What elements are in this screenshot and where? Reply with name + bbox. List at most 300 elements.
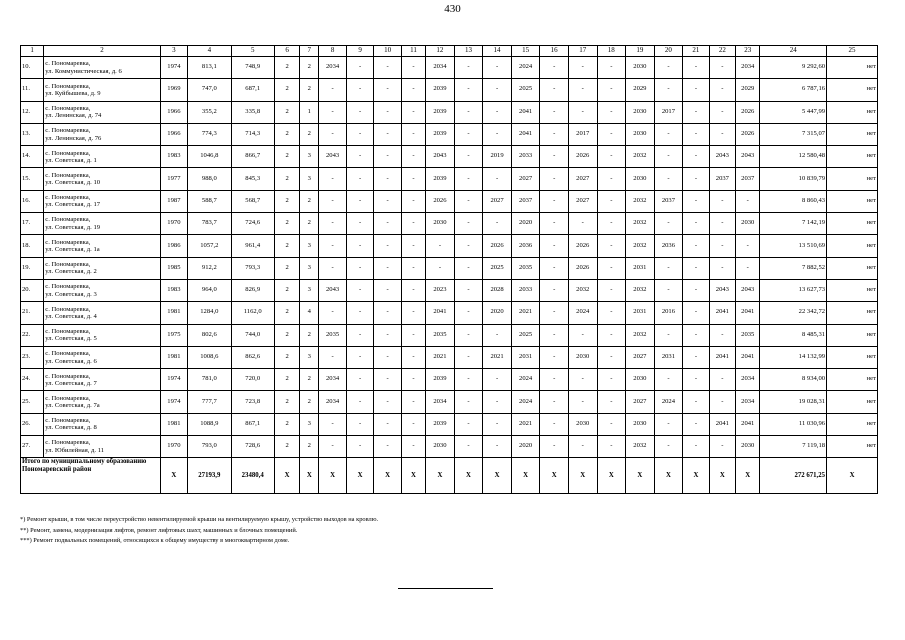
table-cell: - [346, 235, 374, 257]
row-number: 14. [21, 146, 44, 168]
table-cell: 3 [300, 346, 319, 368]
table-cell: 1985 [160, 257, 188, 279]
table-cell: 2036 [511, 235, 540, 257]
table-cell: - [683, 57, 709, 79]
address-line-settlement: с. Пономаревка, [45, 194, 91, 202]
table-cell: - [597, 79, 626, 101]
table-cell: 2034 [736, 57, 760, 79]
table-cell: - [597, 57, 626, 79]
address-cell [44, 413, 160, 435]
total-cell: 23480,4 [231, 458, 274, 494]
table-cell: 1969 [160, 79, 188, 101]
table-cell: 2 [274, 257, 299, 279]
table-cell: нет [827, 168, 878, 190]
table-cell: - [597, 213, 626, 235]
address-line-street: ул. Ленинская, д. 74 [45, 112, 102, 120]
table-row [21, 101, 878, 123]
table-cell: 2 [274, 413, 299, 435]
table-cell: 2032 [626, 235, 655, 257]
table-cell: 744,0 [231, 324, 274, 346]
table-cell: - [709, 436, 735, 458]
table-cell: - [454, 279, 483, 301]
table-cell: - [374, 257, 402, 279]
table-cell: 2 [274, 146, 299, 168]
table-cell: - [401, 123, 425, 145]
table-cell: - [401, 190, 425, 212]
table-cell: 813,1 [188, 57, 231, 79]
row-number: 21. [21, 302, 44, 324]
table-cell: 728,6 [231, 436, 274, 458]
table-cell: - [319, 346, 347, 368]
table-cell: 2028 [483, 279, 512, 301]
table-cell: 1008,6 [188, 346, 231, 368]
table-cell: - [483, 123, 512, 145]
table-cell: 7 119,18 [760, 436, 827, 458]
table-cell: 777,7 [188, 391, 231, 413]
table-cell: 2 [274, 391, 299, 413]
row-number: 12. [21, 101, 44, 123]
address-line-street: ул. Советская, д. 1а [45, 246, 100, 254]
table-cell: 783,7 [188, 213, 231, 235]
table-cell: 2032 [626, 190, 655, 212]
table-cell: 10 839,79 [760, 168, 827, 190]
table-cell: 22 342,72 [760, 302, 827, 324]
table-cell: 335,8 [231, 101, 274, 123]
table-cell: - [454, 123, 483, 145]
table-row [21, 324, 878, 346]
table-cell: - [568, 391, 597, 413]
table-cell: - [401, 302, 425, 324]
address-line-settlement: с. Пономаревка, [45, 417, 91, 425]
table-cell: - [346, 168, 374, 190]
table-cell: 2025 [483, 257, 512, 279]
address-cell [44, 369, 160, 391]
table-cell: 2025 [511, 79, 540, 101]
table-cell: 2026 [426, 190, 455, 212]
address-line-street: ул. Советская, д. 10 [45, 179, 101, 187]
total-cell: X [568, 458, 597, 494]
address-cell [44, 235, 160, 257]
table-cell: - [346, 101, 374, 123]
table-row [21, 168, 878, 190]
total-cell: X [511, 458, 540, 494]
table-cell: 2037 [736, 168, 760, 190]
table-cell: - [401, 279, 425, 301]
table-row [21, 123, 878, 145]
address-line-street: ул. Советская, д. 1 [45, 156, 97, 164]
table-cell: - [654, 436, 683, 458]
table-cell: - [597, 324, 626, 346]
table-cell: 1983 [160, 279, 188, 301]
table-cell: - [401, 324, 425, 346]
table-cell: - [654, 369, 683, 391]
table-cell: 2 [300, 190, 319, 212]
table-cell: - [346, 279, 374, 301]
table-cell: 988,0 [188, 168, 231, 190]
column-number: 19 [626, 46, 655, 57]
column-number: 4 [188, 46, 231, 57]
table-cell: - [683, 168, 709, 190]
table-cell: - [709, 79, 735, 101]
table-cell: 862,6 [231, 346, 274, 368]
table-cell: 845,3 [231, 168, 274, 190]
table-cell: 2026 [568, 257, 597, 279]
table-cell: 961,4 [231, 235, 274, 257]
table-cell: - [401, 79, 425, 101]
table-cell: 2024 [511, 57, 540, 79]
table-cell: 1088,9 [188, 413, 231, 435]
table-cell: - [319, 257, 347, 279]
row-number: 16. [21, 190, 44, 212]
table-cell: 2 [300, 436, 319, 458]
table-cell: - [319, 413, 347, 435]
table-cell: 2039 [426, 369, 455, 391]
table-cell: нет [827, 346, 878, 368]
table-cell: - [597, 101, 626, 123]
table-cell: нет [827, 436, 878, 458]
table-cell: 2037 [654, 190, 683, 212]
total-cell: X [827, 458, 878, 494]
column-number: 24 [760, 46, 827, 57]
column-number: 14 [483, 46, 512, 57]
table-cell: 1057,2 [188, 235, 231, 257]
page-number: 430 [444, 3, 461, 15]
table-cell: 2026 [568, 146, 597, 168]
table-cell: - [483, 436, 512, 458]
footnote-elevators: **) Ремонт, замена, модернизация лифтов, ремонт лифтовых шахт, машинных и блочных помещений. [20, 526, 298, 534]
table-cell: - [454, 101, 483, 123]
table-cell: 2 [300, 369, 319, 391]
table-cell: 14 132,99 [760, 346, 827, 368]
table-cell: 2 [274, 369, 299, 391]
table-cell: - [683, 213, 709, 235]
table-cell: 2039 [426, 123, 455, 145]
table-cell: - [374, 324, 402, 346]
column-number: 12 [426, 46, 455, 57]
table-cell: 2034 [736, 391, 760, 413]
address-cell [44, 213, 160, 235]
row-number: 18. [21, 235, 44, 257]
table-cell: 2035 [319, 324, 347, 346]
table-cell: - [709, 257, 735, 279]
table-cell: 588,7 [188, 190, 231, 212]
table-cell: 1981 [160, 302, 188, 324]
table-cell: 2029 [626, 79, 655, 101]
table-cell: - [454, 391, 483, 413]
table-cell: - [319, 235, 347, 257]
table-cell: - [426, 235, 455, 257]
table-cell: - [346, 79, 374, 101]
table-cell: - [454, 168, 483, 190]
column-number: 18 [597, 46, 626, 57]
total-cell: X [654, 458, 683, 494]
table-cell: - [454, 413, 483, 435]
table-cell: 1 [300, 101, 319, 123]
table-cell: 4 [300, 302, 319, 324]
table-cell: 781,0 [188, 369, 231, 391]
table-cell: - [597, 302, 626, 324]
table-cell: - [540, 146, 569, 168]
table-cell: 1162,0 [231, 302, 274, 324]
table-cell: - [540, 369, 569, 391]
table-cell: - [540, 57, 569, 79]
table-cell: 2027 [511, 168, 540, 190]
table-cell: - [683, 413, 709, 435]
total-cell: 272 671,25 [760, 458, 827, 494]
table-cell: 2035 [426, 324, 455, 346]
table-cell: - [319, 79, 347, 101]
table-cell: - [346, 190, 374, 212]
table-cell: - [483, 57, 512, 79]
table-cell: 2036 [654, 235, 683, 257]
table-cell: - [401, 436, 425, 458]
table-cell: - [374, 146, 402, 168]
column-number: 1 [21, 46, 44, 57]
table-cell: - [683, 302, 709, 324]
table-cell: - [454, 190, 483, 212]
table-cell: 6 787,16 [760, 79, 827, 101]
column-number-row [21, 46, 878, 57]
table-cell: 2027 [626, 391, 655, 413]
table-cell: нет [827, 57, 878, 79]
table-cell: - [401, 235, 425, 257]
table-cell: 2 [274, 346, 299, 368]
table-cell: - [346, 146, 374, 168]
table-cell: нет [827, 235, 878, 257]
table-cell: - [401, 101, 425, 123]
address-line-street: ул. Юбилейная, д. 11 [45, 446, 105, 454]
table-cell: 2039 [426, 101, 455, 123]
table-row [21, 213, 878, 235]
table-cell: 1981 [160, 346, 188, 368]
table-cell: 2030 [626, 57, 655, 79]
address-cell [44, 57, 160, 79]
table-cell: 714,3 [231, 123, 274, 145]
column-number: 3 [160, 46, 188, 57]
table-cell: нет [827, 146, 878, 168]
table-cell: 2027 [568, 168, 597, 190]
table-cell: 2 [274, 190, 299, 212]
table-cell: 2 [274, 57, 299, 79]
table-cell: - [709, 213, 735, 235]
total-cell: X [540, 458, 569, 494]
table-cell: - [597, 279, 626, 301]
footnote-separator [398, 588, 493, 589]
table-cell: - [654, 57, 683, 79]
table-row [21, 346, 878, 368]
table-row [21, 413, 878, 435]
row-number: 24. [21, 369, 44, 391]
table-cell: - [319, 168, 347, 190]
table-cell: - [346, 257, 374, 279]
table-cell: 2 [274, 436, 299, 458]
table-cell: 912,2 [188, 257, 231, 279]
table-cell: 1974 [160, 391, 188, 413]
table-cell: 2034 [426, 57, 455, 79]
table-cell: нет [827, 190, 878, 212]
row-number: 26. [21, 413, 44, 435]
address-cell [44, 168, 160, 190]
table-cell: - [454, 57, 483, 79]
address-cell [44, 123, 160, 145]
table-cell: - [654, 79, 683, 101]
table-cell: - [454, 369, 483, 391]
table-cell: 1983 [160, 146, 188, 168]
table-cell: 2030 [626, 413, 655, 435]
table-cell: - [374, 190, 402, 212]
table-cell: 19 028,31 [760, 391, 827, 413]
table-cell: 2034 [736, 369, 760, 391]
footnote-basement: ***) Ремонт подвальных помещений, относящихся к общему имуществу в многоквартирном доме. [20, 537, 290, 544]
address-cell [44, 346, 160, 368]
table-cell: 2043 [736, 146, 760, 168]
table-cell: 2034 [319, 391, 347, 413]
table-cell: - [597, 190, 626, 212]
table-cell: - [683, 436, 709, 458]
table-cell: 2032 [626, 213, 655, 235]
table-cell: - [483, 369, 512, 391]
table-cell: 2030 [626, 123, 655, 145]
table-cell: - [540, 190, 569, 212]
table-cell: 826,9 [231, 279, 274, 301]
table-cell: - [346, 123, 374, 145]
table-cell: - [683, 235, 709, 257]
table-cell: 2021 [426, 346, 455, 368]
table-cell: - [654, 257, 683, 279]
table-cell: - [568, 324, 597, 346]
table-cell: - [319, 302, 347, 324]
table-cell: 1966 [160, 123, 188, 145]
table-row [21, 79, 878, 101]
table-cell: - [654, 168, 683, 190]
table-row [21, 190, 878, 212]
table-cell: - [654, 413, 683, 435]
table-cell: 3 [300, 168, 319, 190]
table-cell: 2032 [626, 146, 655, 168]
table-cell: - [709, 57, 735, 79]
table-cell: 12 580,48 [760, 146, 827, 168]
table-cell: 2032 [626, 436, 655, 458]
table-cell: 2031 [626, 257, 655, 279]
table-cell: - [483, 413, 512, 435]
table-cell: - [374, 79, 402, 101]
table-cell: 2030 [568, 413, 597, 435]
table-cell: 8 934,00 [760, 369, 827, 391]
table-cell: 2041 [511, 101, 540, 123]
table-cell: 2 [274, 79, 299, 101]
address-line-settlement: с. Пономаревка, [45, 238, 91, 246]
table-cell: 687,1 [231, 79, 274, 101]
table-cell: 867,1 [231, 413, 274, 435]
total-cell: X [374, 458, 402, 494]
table-row [21, 57, 878, 79]
table-cell: 9 292,60 [760, 57, 827, 79]
column-number: 20 [654, 46, 683, 57]
table-cell: 748,9 [231, 57, 274, 79]
table-cell: - [540, 101, 569, 123]
table-cell: - [374, 279, 402, 301]
table-cell: - [454, 146, 483, 168]
table-cell: - [374, 391, 402, 413]
address-line-street: ул. Советская, д. 2 [45, 268, 97, 276]
address-cell [44, 146, 160, 168]
table-cell: - [540, 324, 569, 346]
table-cell: - [683, 279, 709, 301]
address-line-street: ул. Советская, д. 6 [45, 357, 97, 365]
table-cell: 2032 [568, 279, 597, 301]
table-cell: 3 [300, 235, 319, 257]
table-cell: - [374, 57, 402, 79]
table-cell: - [346, 413, 374, 435]
table-cell: - [597, 235, 626, 257]
table-cell: 2 [300, 213, 319, 235]
table-cell: 2039 [426, 79, 455, 101]
row-number: 10. [21, 57, 44, 79]
table-cell: 2 [300, 324, 319, 346]
column-number: 10 [374, 46, 402, 57]
table-cell: - [483, 213, 512, 235]
table-cell: - [454, 79, 483, 101]
table-cell: - [597, 123, 626, 145]
table-cell: - [654, 146, 683, 168]
address-line-settlement: с. Пономаревка, [45, 439, 91, 447]
address-line-street: ул. Ленинская, д. 76 [45, 134, 102, 142]
table-row [21, 279, 878, 301]
table-cell: нет [827, 257, 878, 279]
table-cell: 2032 [626, 279, 655, 301]
total-cell: X [597, 458, 626, 494]
address-line-street: ул. Коммунистическая, д. 6 [45, 67, 122, 75]
column-number: 25 [827, 46, 878, 57]
table-cell: - [401, 213, 425, 235]
table-cell: 2033 [511, 146, 540, 168]
table-cell: - [654, 213, 683, 235]
address-cell [44, 190, 160, 212]
total-cell: X [346, 458, 374, 494]
table-cell: 2032 [626, 324, 655, 346]
table-cell: - [736, 235, 760, 257]
table-cell: - [568, 57, 597, 79]
table-cell: 2043 [426, 146, 455, 168]
table-cell: - [683, 101, 709, 123]
table-cell: 2 [274, 213, 299, 235]
total-cell: X [483, 458, 512, 494]
table-cell: 3 [300, 413, 319, 435]
table-cell: - [426, 257, 455, 279]
table-cell: - [683, 369, 709, 391]
table-cell: 2026 [568, 235, 597, 257]
table-cell: 2020 [511, 436, 540, 458]
table-cell: 2017 [654, 101, 683, 123]
table-cell: - [683, 346, 709, 368]
total-cell: X [454, 458, 483, 494]
table-cell: нет [827, 302, 878, 324]
address-line-settlement: с. Пономаревка, [45, 350, 91, 358]
table-cell: 2 [300, 123, 319, 145]
row-number: 20. [21, 279, 44, 301]
table-cell: 13 510,69 [760, 235, 827, 257]
table-cell: 7 315,07 [760, 123, 827, 145]
table-cell: - [374, 235, 402, 257]
table-cell: нет [827, 413, 878, 435]
table-cell: нет [827, 213, 878, 235]
capital-repair-table [20, 45, 878, 494]
table-cell: - [540, 213, 569, 235]
table-cell: 2 [274, 279, 299, 301]
table-cell: 2043 [319, 146, 347, 168]
table-cell: 723,8 [231, 391, 274, 413]
table-cell: - [683, 123, 709, 145]
